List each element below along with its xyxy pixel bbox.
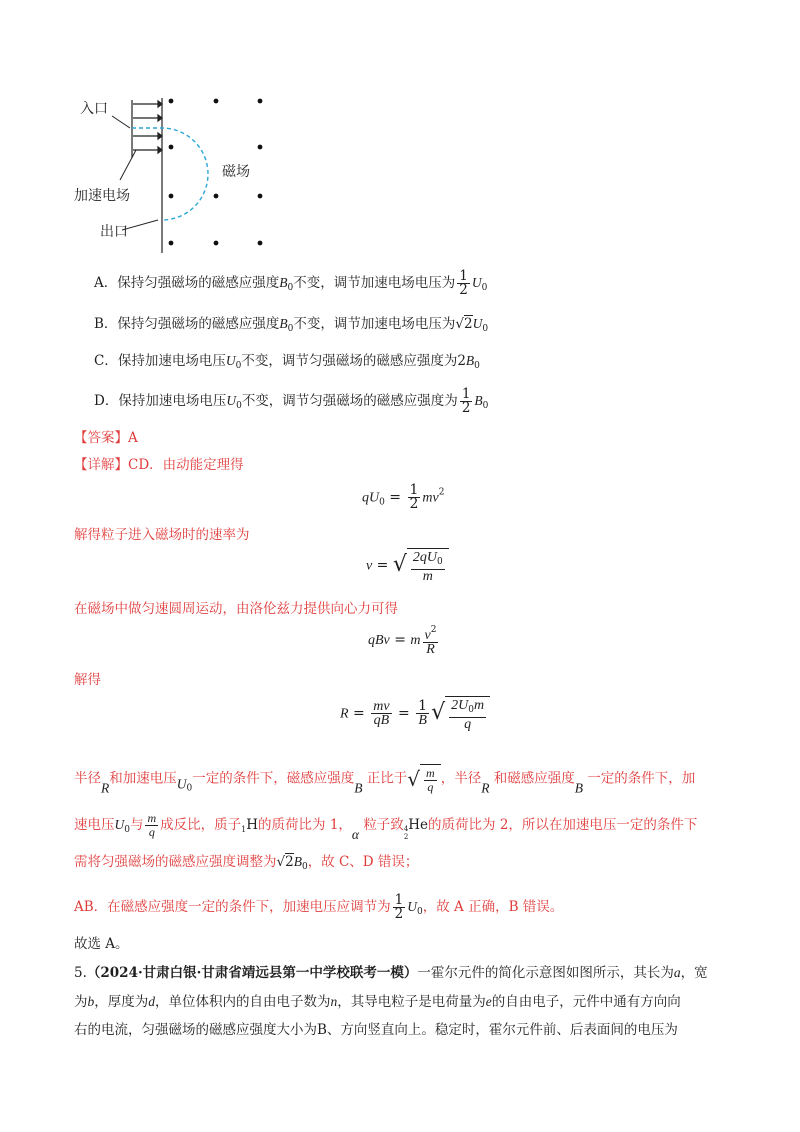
formula-kinetic-energy: $qU_0$ = $\frac{1}{2}$ $mv^2$ bbox=[362, 482, 445, 512]
step-speed: 解得粒子进入磁场时的速率为 bbox=[74, 527, 250, 543]
conclusion: 故选 A。 bbox=[74, 936, 129, 952]
formula-radius: R = $\frac{mv}{qB}$ = $\frac{1}{B}$ √ $\frac{2U_0m}{q}$ bbox=[340, 696, 490, 731]
formula-speed: v = √ $\frac{2qU_0}{m}$ bbox=[366, 548, 449, 583]
analysis-paragraph-4: AB．在磁感应强度一定的条件下，加速电压应调节为 $\frac{1}{2}$ $U_0$，故 A 正确，B 错误。 bbox=[74, 892, 564, 922]
option-a: A．保持匀强磁场的磁感应强度$B_0$不变，调节加速电场电压为 $\frac{1}{2}$ $U_0$ bbox=[94, 268, 488, 298]
step-solve: 解得 bbox=[74, 672, 101, 688]
label-exit: 出口 bbox=[100, 224, 128, 240]
analysis-paragraph-1: 半径R和加速电压$U_0$一定的条件下，磁感应强度B 正比于 √ $\frac{m}{q}$ ，半径R 和磁感应强度B 一定的条件下，加 bbox=[74, 766, 696, 796]
option-d: D．保持加速电场电压$U_0$不变，调节匀强磁场的磁感应强度为 $\frac{1}{2}$ $B_0$ bbox=[94, 386, 489, 416]
label-magnetic-field: 磁场 bbox=[222, 164, 250, 180]
label-entrance: 入口 bbox=[80, 101, 108, 117]
label-accel-field: 加速电场 bbox=[74, 188, 130, 204]
option-b: B．保持匀强磁场的磁感应强度$B_0$不变，调节加速电场电压为$√2U_0$ bbox=[94, 316, 489, 334]
option-c: C．保持加速电场电压$U_0$不变，调节匀强磁场的磁感应强度为$2B_0$ bbox=[94, 353, 480, 371]
question-5-line-3: 右的电流，匀强磁场的磁感应强度大小为B、方向竖直向上。稳定时，霍尔元件前、后表面间的电压为 bbox=[74, 1022, 678, 1038]
detail-intro: 【详解】CD．由动能定理得 bbox=[74, 457, 244, 473]
analysis-paragraph-3: 需将匀强磁场的磁感应强度调整为$√2B_0$，故 C、D 错误； bbox=[74, 854, 419, 872]
question-5-line-2: 为b，厚度为d，单位体积内的自由电子数为n，其导电粒子是电荷量为e的自由电子，元件中通有方向向 bbox=[74, 994, 681, 1010]
answer: 【答案】A bbox=[74, 430, 138, 446]
step-lorentz: 在磁场中做匀速圆周运动，由洛伦兹力提供向心力可得 bbox=[74, 601, 398, 617]
formula-centripetal: qBv = m $\frac{v^2}{R}$ bbox=[368, 625, 437, 657]
analysis-paragraph-2: 速电压$U_0$与 $\frac{m}{q}$ 成反比，质子$_1$H的质荷比为 1，α 粒子致 4 2 He的质荷比为 2，所以在加速电压一定的条件下 bbox=[74, 811, 698, 842]
question-5-line-1: 5.（2024·甘肃白银·甘肃省靖远县第一中学校联考一模）一霍尔元件的简化示意图如图所示，其长为a，宽 bbox=[74, 965, 708, 981]
